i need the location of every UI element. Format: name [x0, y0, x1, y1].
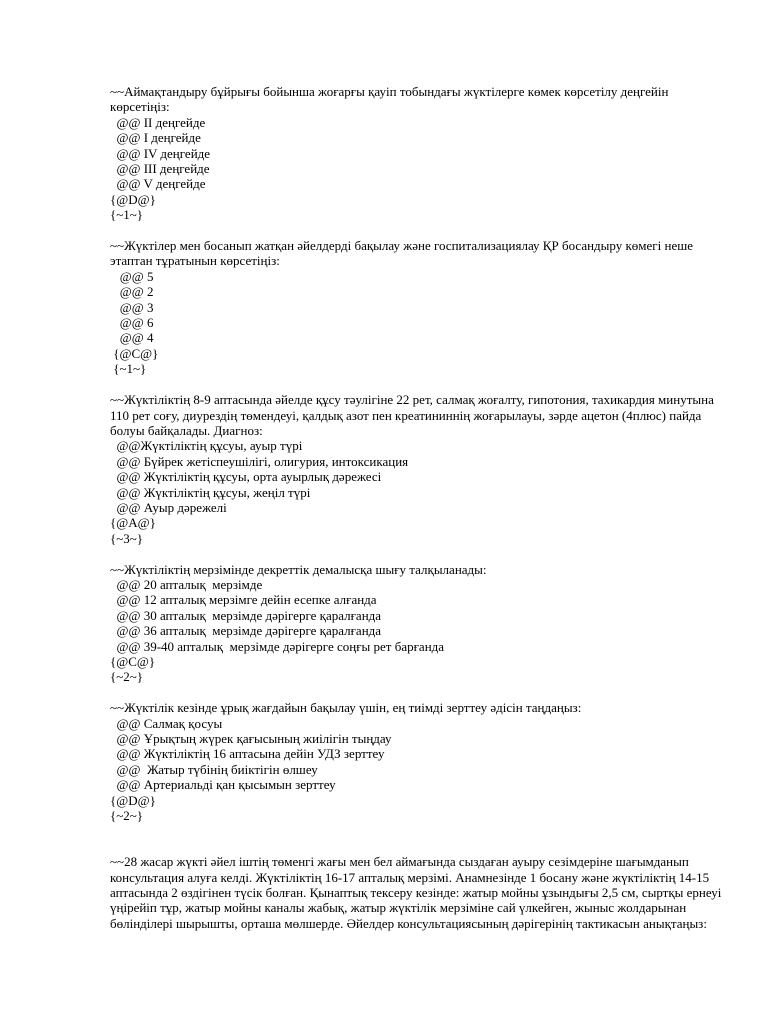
difficulty-weight: {~3~}	[110, 530, 144, 546]
answer-option: @@ 36 апталық мерзімде дәрігерге қаралғанда	[110, 623, 382, 639]
document-page	[110, 84, 730, 931]
answer-option: @@ Артериальді қан қысымын зерттеу	[110, 777, 336, 793]
answer-option: @@ Бүйрек жетіспеушілігі, олигурия, интоксикация	[110, 453, 409, 469]
difficulty-weight: {~1~}	[110, 361, 147, 377]
answer-option: @@ 39-40 апталық мерзімде дәрігерге соңғы рет барғанда	[110, 638, 445, 654]
question-text: ~~Жүктілік кезінде ұрық жағдайын бақылау үшін, ең тиімді зерттеу әдісін таңдаңыз:	[110, 700, 582, 716]
spacer	[110, 685, 730, 700]
answer-option: @@ 4	[110, 330, 154, 346]
difficulty-weight: {~2~}	[110, 669, 144, 685]
spacer	[110, 546, 730, 561]
answer-option: @@ Жатыр түбінің биіктігін өлшеу	[110, 761, 318, 777]
question-text: ~~Жүктілер мен босанып жатқан әйелдерді бақылау және госпитализациялау ҚР босандыру көмегі неше этаптан тұратынын көрсетіңіз:	[110, 238, 693, 269]
answer-option: @@Жүктіліктің құсуы, ауыр түрі	[110, 438, 303, 454]
correct-answer-key: {@D@}	[110, 792, 156, 808]
answer-option: @@ I деңгейде	[110, 130, 201, 146]
question-text: ~~Жүктіліктің мерзімінде декреттік демалысқа шығу талқыланады:	[110, 561, 487, 577]
answer-option: @@ III деңгейде	[110, 161, 210, 177]
question-block-1	[110, 84, 730, 223]
answer-option: @@ 5	[110, 268, 154, 284]
answer-option: @@ Салмақ қосуы	[110, 715, 223, 731]
answer-option: @@ IV деңгейде	[110, 145, 211, 161]
question-block-3	[110, 392, 730, 546]
correct-answer-key: {@D@}	[110, 191, 156, 207]
question-text: ~~Жүктіліктің 8-9 аптасында әйелде құсу тәулігіне 22 рет, салмақ жоғалту, гипотония, тахикардия минутына 110 рет соғу, диурездің төмендеуі, қалдық азот пен креатининнің жоғарылауы, зәрде ацетон (4плюс) пайда болуы байқалады. Диагноз:	[110, 392, 714, 438]
correct-answer-key: {@A@}	[110, 515, 156, 531]
question-block-5	[110, 700, 730, 823]
answer-option: @@ 12 апталық мерзімге дейін есепке алғанда	[110, 592, 377, 608]
answer-option: @@ 3	[110, 299, 154, 315]
answer-option: @@ Жүктіліктің құсуы, орта ауырлық дәрежесі	[110, 469, 382, 485]
spacer	[110, 377, 730, 392]
answer-option: @@ Ұрықтың жүрек қағысының жиілігін тыңдау	[110, 731, 392, 746]
answer-option: @@ Ауыр дәрежелі	[110, 499, 227, 515]
answer-option: @@ Жүктіліктің 16 аптасына дейін УДЗ зерттеу	[110, 746, 385, 762]
question-block-4	[110, 562, 730, 685]
answer-option: @@ II деңгейде	[110, 114, 206, 130]
spacer	[110, 823, 730, 854]
answer-option: @@ V деңгейде	[110, 176, 206, 192]
question-block-2	[110, 238, 730, 377]
question-block-6	[110, 854, 730, 931]
question-text: ~~28 жасар жүкті әйел іштің төменгі жағы мен бел аймағында сыздаған ауыру сезімдеріне шағымданып консультация алуға келді. Жүктіліктің 16-17 апталық мерзімі. Анамнезінде 1 босану және жүктіліктің 14-15 аптасында 2 өздігінен түсік болған. Қынаптық тексеру кезінде: жатыр мойны ұзындығы 2,5 см, сыртқы ернеуі үңірейіп тұр, жатыр мойны каналы жабық, жатыр жүктілік мерзіміне сай үлкейген, жыныс жолдарынан бөлінділері шырышты, орташа мөлшерде. Әйелдер консультациясының дәрігерінің тактикасын анықтаңыз:	[110, 854, 722, 931]
answer-option: @@ 20 апталық мерзімде	[110, 576, 263, 592]
correct-answer-key: {@C@}	[110, 345, 159, 361]
answer-option: @@ 30 апталық мерзімде дәрігерге қаралғанда	[110, 607, 382, 623]
answer-option: @@ 6	[110, 315, 154, 331]
answer-option: @@ 2	[110, 284, 154, 300]
difficulty-weight: {~1~}	[110, 207, 144, 223]
correct-answer-key: {@C@}	[110, 653, 156, 669]
answer-option: @@ Жүктіліктің құсуы, жеңіл түрі	[110, 484, 311, 500]
spacer	[110, 223, 730, 238]
question-text: ~~Аймақтандыру бұйрығы бойынша жоғарғы қауіп тобындағы жүктілерге көмек көрсетілу деңгейін көрсетіңіз:	[110, 84, 669, 115]
difficulty-weight: {~2~}	[110, 808, 144, 824]
